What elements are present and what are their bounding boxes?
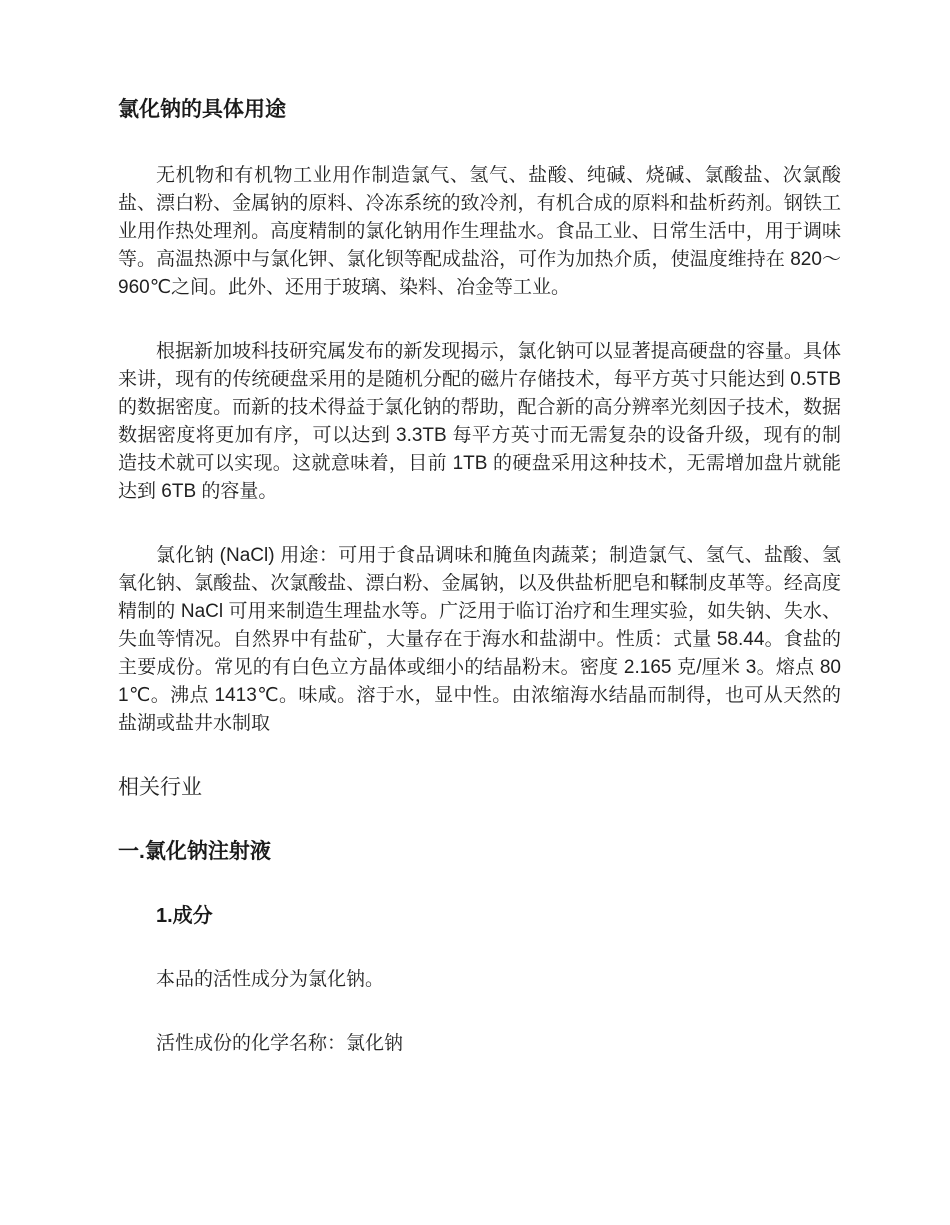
paragraph-industrial-uses: 无机物和有机物工业用作制造氯气、氢气、盐酸、纯碱、烧碱、氯酸盐、次氯酸盐、漂白粉、金属钠的原料、冷冻系统的致冷剂，有机合成的原料和盐析药剂。钢铁工业用作热处理剂。高度精制的氯化钠用作生理盐水。食品工业、日常生活中，用于调味等。高温热源中与氯化钾、氯化钡等配成盐浴，可作为加热介质，使温度维持在 820～960℃之间。此外、还用于玻璃、染料、冶金等工业。 [118,165,841,298]
composition-active-ingredient-line: 本品的活性成分为氯化钠。 [156,969,385,990]
section-label-related-industries: 相关行业 [118,776,202,799]
paragraph-harddisk-research: 根据新加坡科技研究属发布的新发现揭示，氯化钠可以显著提高硬盘的容量。具体来讲，现有的传统硬盘采用的是随机分配的磁片存储技术，每平方英寸只能达到 0.5TB 的数据密度。而新的技术得益于氯化钠的帮助，配合新的高分辨率光刻因子技术，数据数据密度将更加有序，可以达到 3.3TB 每平方英寸而无需复杂的设备升级，现有的制造技术就可以实现。这就意味着，目前 1TB 的硬盘采用这种技术，无需增加盘片就能达到 6TB 的容量。 [118,341,841,502]
paragraph-nacl-properties: 氯化钠 (NaCl) 用途：可用于食品调味和腌鱼肉蔬菜；制造氯气、氢气、盐酸、氢氧化钠、氯酸盐、次氯酸盐、漂白粉、金属钠，以及供盐析肥皂和鞣制皮革等。经高度精制的 NaCl 可用来制造生理盐水等。广泛用于临订治疗和生理实验，如失钠、失水、失血等情况。自然界中有盐矿，大量存在于海水和盐湖中。性质：式量 58.44。食盐的主要成份。常见的有白色立方晶体或细小的结晶粉末。密度 2.165 克/厘米 3。熔点 801℃。沸点 1413℃。味咸。溶于水，显中性。由浓缩海水结晶而制得，也可从天然的盐湖或盐井水制取 [118,545,841,734]
document-title: 氯化钠的具体用途 [118,98,286,121]
heading-sodium-chloride-injection: 一.氯化钠注射液 [118,840,271,863]
subheading-composition: 1.成分 [156,905,213,927]
document-page [118,96,841,1058]
composition-chemical-name-line: 活性成份的化学名称：氯化钠 [156,1033,404,1054]
